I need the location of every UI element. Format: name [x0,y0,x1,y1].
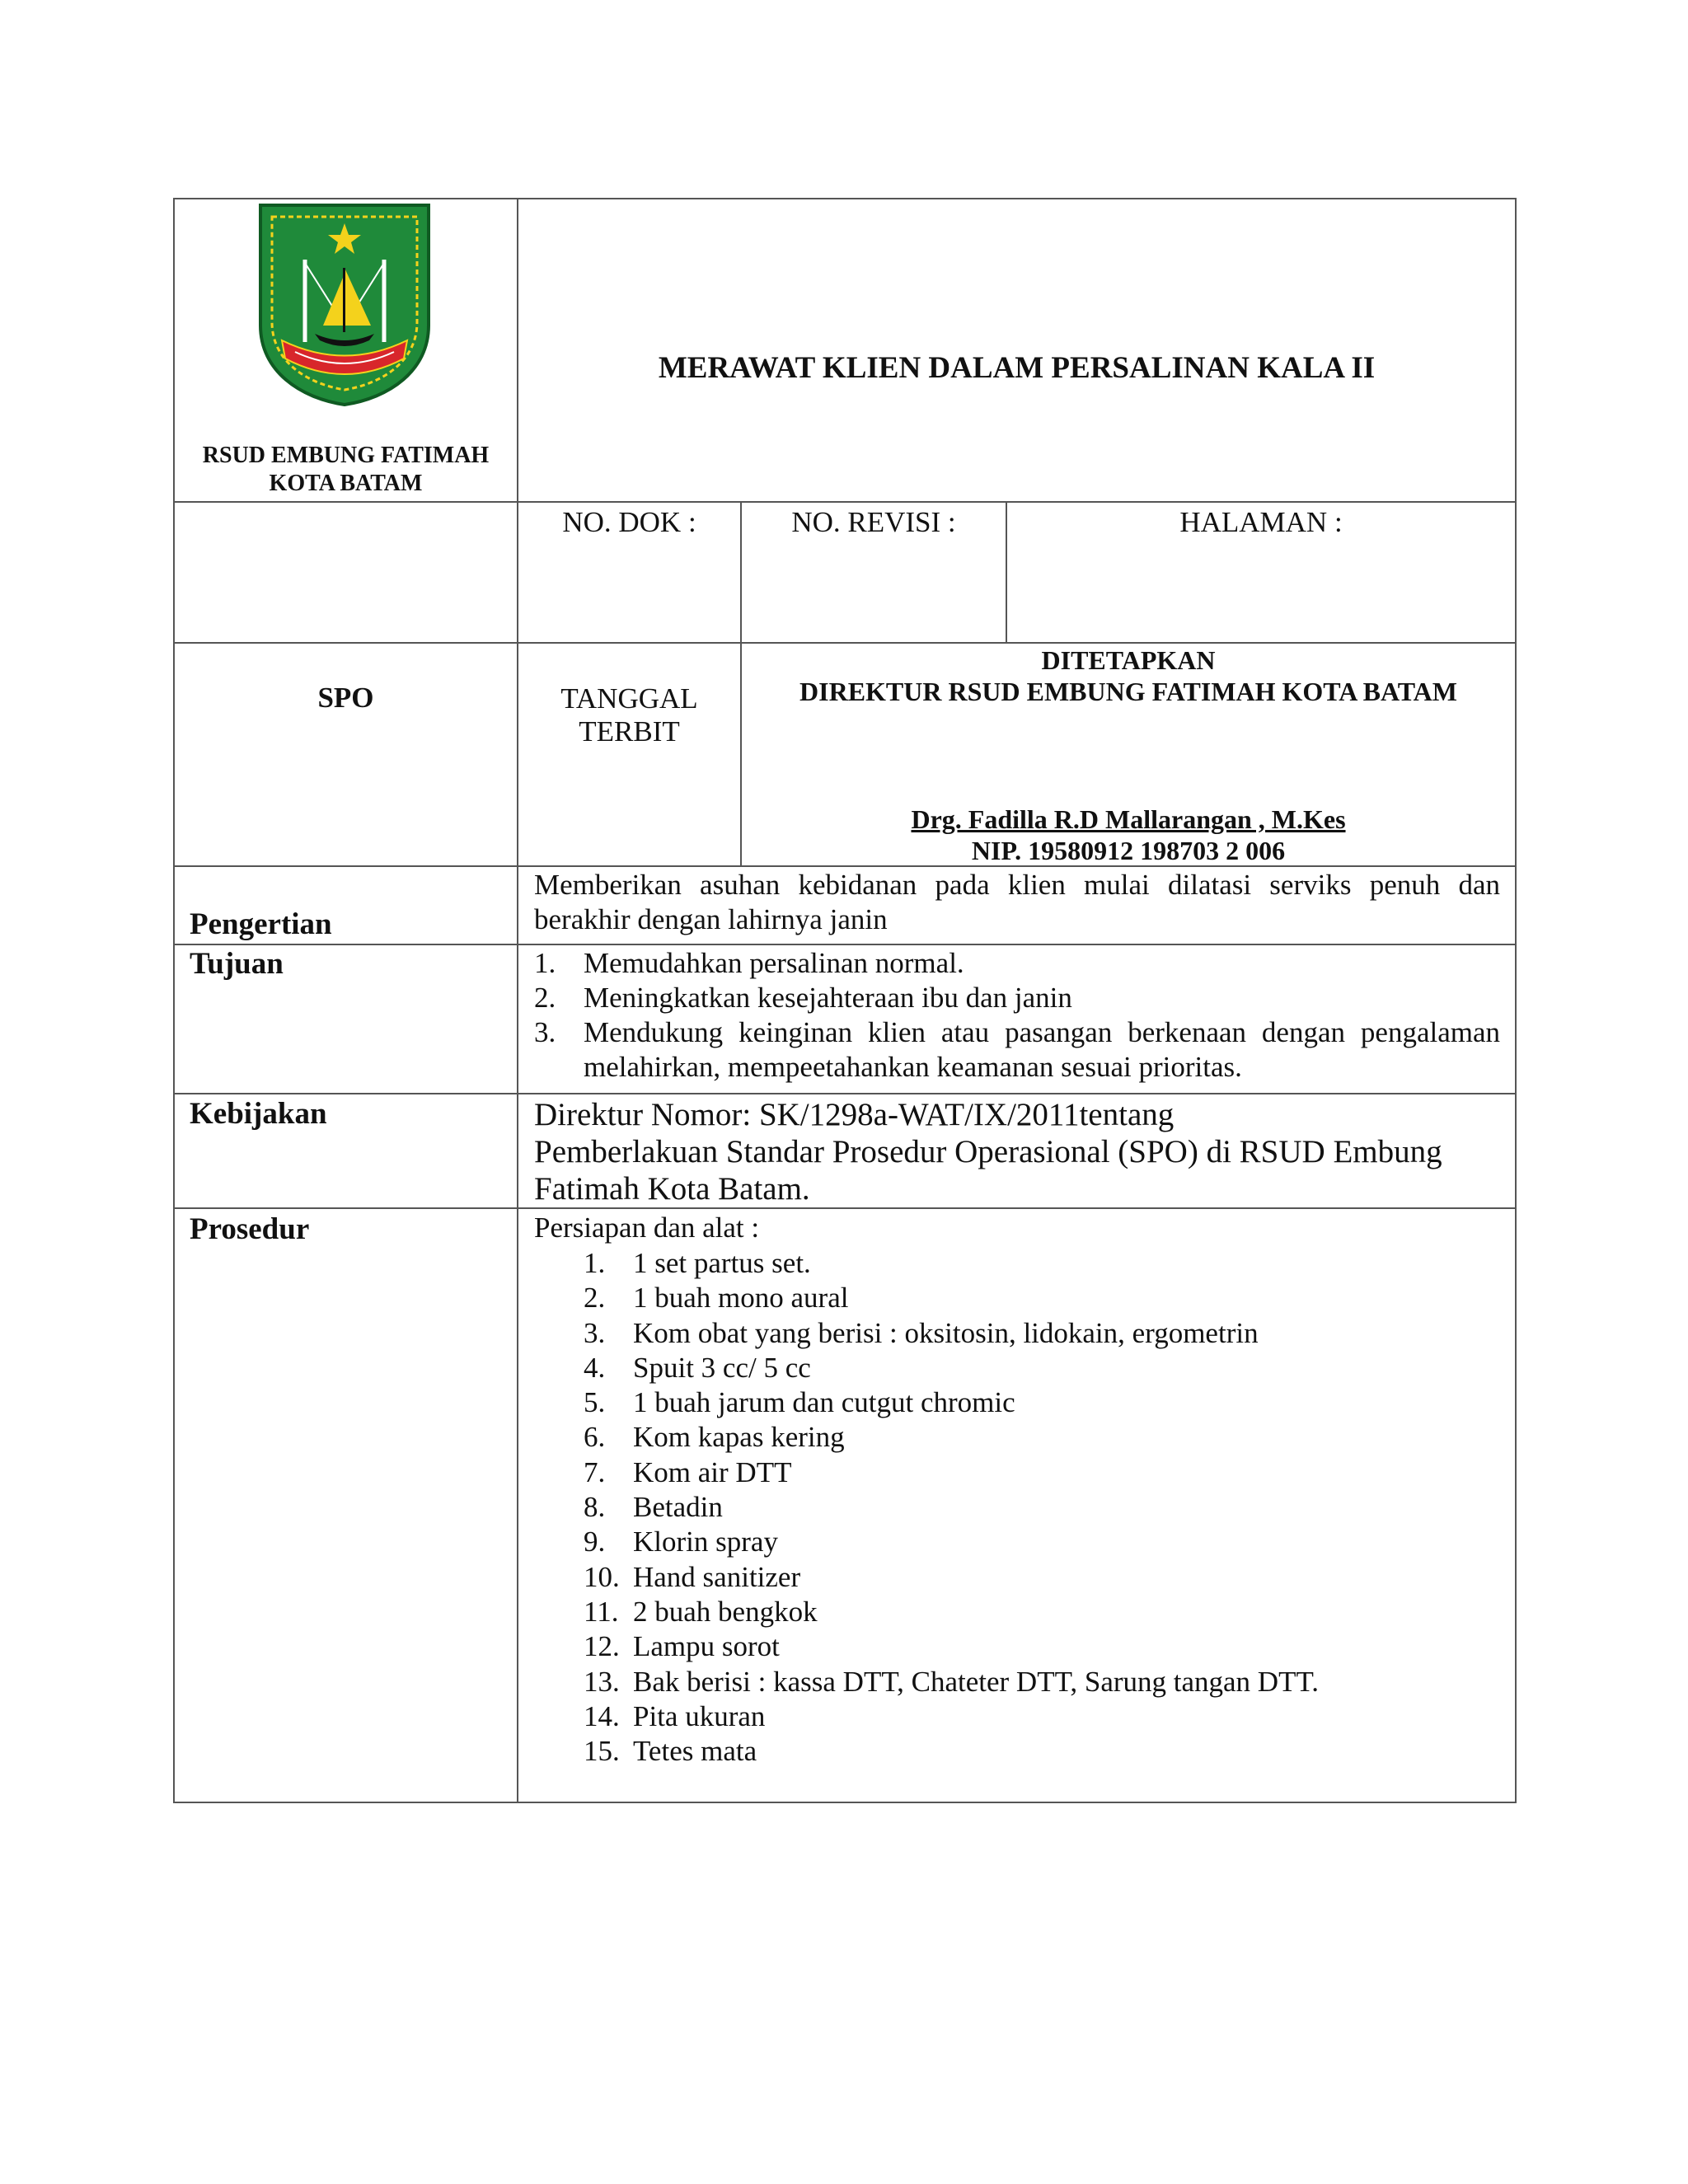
list-text: Meningkatkan kesejahteraan ibu dan janin [584,982,1072,1014]
list-number: 6. [584,1421,606,1454]
list-text: Bak berisi : kassa DTT, Chateter DTT, Sarung tangan DTT. [633,1665,1319,1698]
document-title: MERAWAT KLIEN DALAM PERSALINAN KALA II [658,351,1376,385]
pengertian-text: Memberikan asuhan kebidanan pada klien mulai dilatasi serviks penuh dan berakhir dengan lahirnya janin [534,869,1500,935]
table-rule [173,944,1517,945]
list-number: 4. [584,1351,606,1384]
list-text: Mendukung keinginan klien atau pasangan berkenaan dengan pengalaman melahirkan, mempeetahankan keamanan sesuai prioritas. [584,1016,1500,1083]
direktur-label: DIREKTUR RSUD EMBUNG FATIMAH KOTA BATAM [799,677,1457,706]
list-number: 14. [584,1699,620,1732]
list-text: Spuit 3 cc/ 5 cc [633,1351,811,1384]
kebijakan-label: Kebijakan [190,1097,327,1131]
no-revisi-label: NO. REVISI : [791,506,956,538]
list-number: 15. [584,1735,620,1768]
prosedur-intro: Persiapan dan alat : [534,1212,760,1244]
list-item [584,1699,1490,1734]
list-item [584,1490,1490,1525]
list-number: 5. [584,1386,606,1419]
table-rule [173,642,1517,644]
spo-label: SPO [317,682,374,714]
list-item [584,1525,1490,1559]
list-text: Kom kapas kering [633,1421,845,1454]
hospital-name-line1: RSUD EMBUNG FATIMAH [202,443,490,468]
list-number: 11. [584,1595,619,1628]
list-text: Klorin spray [633,1526,778,1558]
hospital-name [175,442,517,498]
list-text: 1 buah mono aural [633,1282,849,1315]
list-text: Kom air DTT [633,1455,792,1488]
no-dok-label: NO. DOK : [562,506,696,538]
tanggal-terbit [518,682,740,748]
list-number: 3. [534,1016,556,1048]
table-border-top [173,198,1517,199]
table-rule [173,1093,1517,1094]
halaman-label: HALAMAN : [1179,506,1343,538]
list-item [584,1316,1490,1351]
list-text: Hand sanitizer [633,1560,801,1593]
list-item [534,1015,1500,1085]
list-text: 1 set partus set. [633,1247,811,1279]
tujuan-list [534,946,1500,1085]
list-item [584,1246,1490,1281]
logo-emblem [257,202,432,406]
table-border-left [173,198,175,1803]
list-item [584,1560,1490,1595]
list-text: Pita ukuran [633,1699,766,1732]
list-text: Betadin [633,1491,723,1524]
list-text: Lampu sorot [633,1630,780,1663]
ditetapkan-label: DITETAPKAN [1041,645,1216,675]
table-border-right [1515,198,1517,1803]
signer-nip: NIP. 19580912 198703 2 006 [971,836,1286,865]
terbit-line: TERBIT [579,715,680,748]
list-number: 7. [584,1455,606,1488]
list-text: Tetes mata [633,1735,757,1768]
table-column-rule [517,198,518,1803]
list-text: Memudahkan persalinan normal. [584,947,964,979]
table-rule [173,1207,1517,1209]
list-text: 2 buah bengkok [633,1595,818,1628]
list-number: 13. [584,1665,620,1698]
list-number: 1. [584,1247,606,1279]
list-number: 10. [584,1560,620,1593]
list-item [584,1595,1490,1629]
prosedur-label: Prosedur [190,1212,310,1246]
list-item [584,1455,1490,1490]
list-item [584,1629,1490,1664]
list-number: 9. [584,1526,606,1558]
list-number: 8. [584,1491,606,1524]
table-rule [173,501,1517,503]
list-item [584,1281,1490,1315]
ditetapkan-block [742,644,1515,707]
list-number: 2. [534,982,556,1014]
list-number: 1. [534,947,556,979]
list-number: 12. [584,1630,620,1663]
list-item [534,946,1500,981]
list-item [534,981,1500,1015]
kebijakan-line2: Pemberlakuan Standar Prosedur Operasional (SPO) di RSUD Embung Fatimah Kota Batam. [534,1134,1442,1207]
list-text: 1 buah jarum dan cutgut chromic [633,1386,1015,1419]
tujuan-label: Tujuan [190,947,284,981]
list-number: 3. [584,1316,606,1349]
list-item [584,1351,1490,1385]
list-item [584,1420,1490,1455]
prosedur-list [584,1246,1490,1769]
kebijakan-text [534,1096,1500,1207]
list-text: Kom obat yang berisi : oksitosin, lidokain, ergometrin [633,1316,1259,1349]
signer-name: Drg. Fadilla R.D Mallarangan , M.Kes [911,804,1346,834]
tanggal-line: TANGGAL [560,682,698,715]
signature-block [742,804,1515,866]
list-number: 2. [584,1282,606,1315]
hospital-name-line2: KOTA BATAM [269,471,423,496]
list-item [584,1665,1490,1699]
table-border-bottom [173,1802,1517,1803]
kebijakan-line1: Direktur Nomor: SK/1298a-WAT/IX/2011tentang [534,1097,1175,1132]
list-item [584,1734,1490,1769]
list-item [584,1385,1490,1420]
pengertian-label: Pengertian [190,907,332,941]
